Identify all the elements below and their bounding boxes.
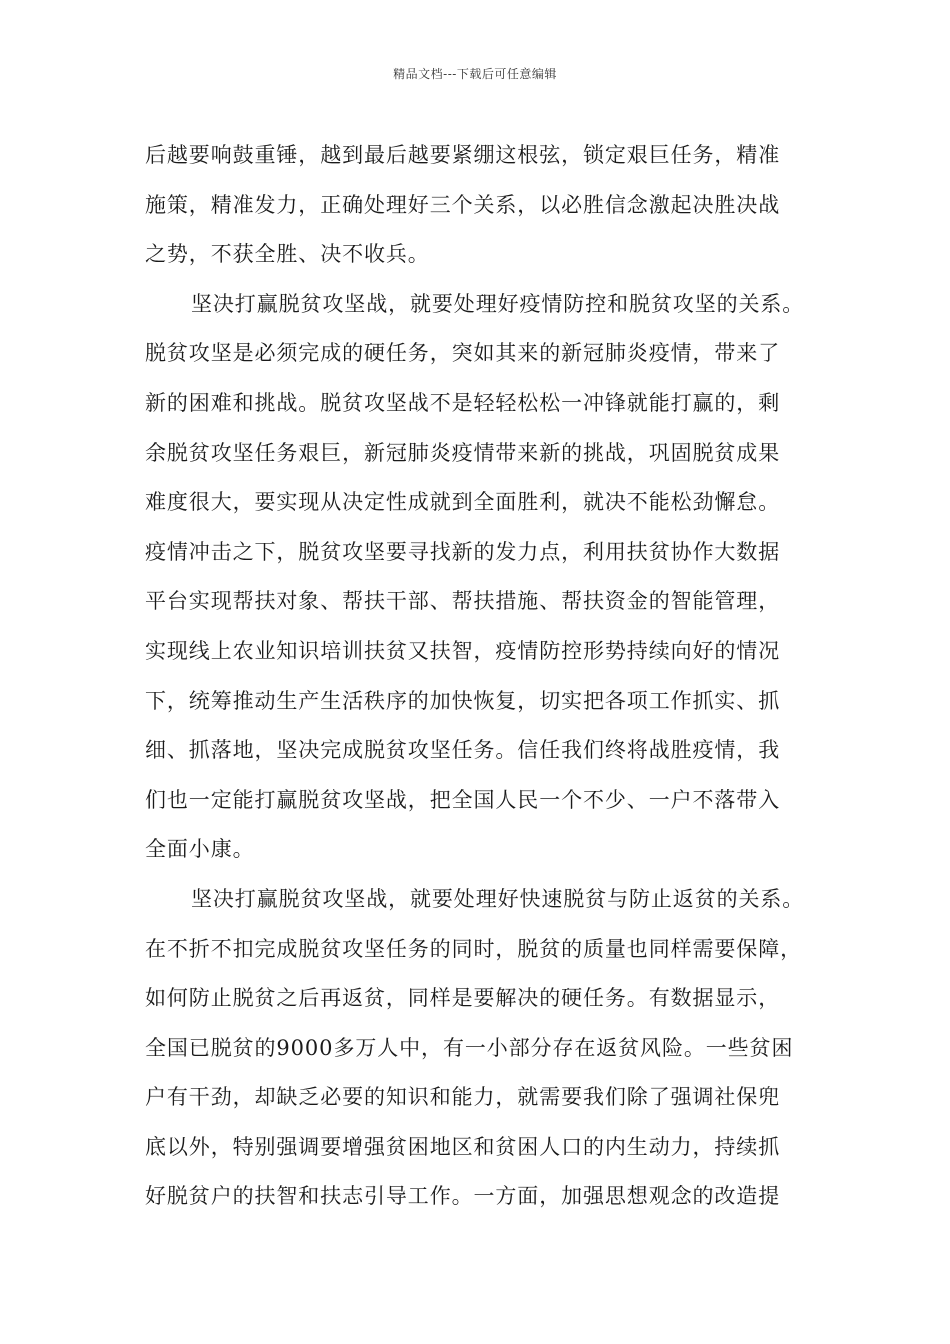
text-line: 平台实现帮扶对象、帮扶干部、帮扶措施、帮扶资金的智能管理， xyxy=(145,589,781,614)
text-line: 们也一定能打赢脱贫攻坚战，把全国人民一个不少、一户不落带入 xyxy=(145,787,781,812)
text-line: 底以外，特别强调要增强贫困地区和贫困人口的内生动力，持续抓 xyxy=(145,1134,781,1159)
text-line: 疫情冲击之下，脱贫攻坚要寻找新的发力点，利用扶贫协作大数据 xyxy=(145,539,781,564)
text-line: 施策，精准发力，正确处理好三个关系，以必胜信念激起决胜决战 xyxy=(145,192,781,217)
text-line: 如何防止脱贫之后再返贫，同样是要解决的硬任务。有数据显示， xyxy=(145,986,781,1011)
text-line: 新的困难和挑战。脱贫攻坚战不是轻轻松松一冲锋就能打赢的，剩 xyxy=(145,390,781,415)
text-line: 全面小康。 xyxy=(145,837,255,862)
text-line: 下，统筹推动生产生活秩序的加快恢复，切实把各项工作抓实、抓 xyxy=(145,688,781,713)
text-line: 脱贫攻坚是必须完成的硬任务，突如其来的新冠肺炎疫情，带来了 xyxy=(145,341,781,366)
text-line: 户有干劲，却缺乏必要的知识和能力，就需要我们除了强调社保兜 xyxy=(145,1085,781,1110)
document-body xyxy=(145,131,825,1222)
paragraph-first-line: 坚决打赢脱贫攻坚战，就要处理好疫情防控和脱贫攻坚的关系。 xyxy=(191,291,805,316)
text-line: 实现线上农业知识培训扶贫又扶智，疫情防控形势持续向好的情况 xyxy=(145,638,781,663)
text-line: 余脱贫攻坚任务艰巨，新冠肺炎疫情带来新的挑战，巩固脱贫成果 xyxy=(145,440,781,465)
text-line: 后越要响鼓重锤，越到最后越要紧绷这根弦，锁定艰巨任务，精准 xyxy=(145,143,781,167)
text-line: 难度很大，要实现从决定性成就到全面胜利，就决不能松劲懈怠。 xyxy=(145,490,781,515)
text-line: 在不折不扣完成脱贫攻坚任务的同时，脱贫的质量也同样需要保障， xyxy=(145,936,802,961)
page-header: 精品文档---下载后可任意编辑 xyxy=(393,67,557,81)
text-line: 之势，不获全胜、决不收兵。 xyxy=(145,242,430,267)
text-line: 全国已脱贫的9000多万人中，有一小部分存在返贫风险。一些贫困 xyxy=(145,1035,794,1060)
text-line: 细、抓落地，坚决完成脱贫攻坚任务。信任我们终将战胜疫情，我 xyxy=(145,738,781,763)
paragraph-first-line: 坚决打赢脱贫攻坚战，就要处理好快速脱贫与防止返贫的关系。 xyxy=(191,886,805,911)
text-line: 好脱贫户的扶智和扶志引导工作。一方面，加强思想观念的改造提 xyxy=(145,1184,781,1209)
